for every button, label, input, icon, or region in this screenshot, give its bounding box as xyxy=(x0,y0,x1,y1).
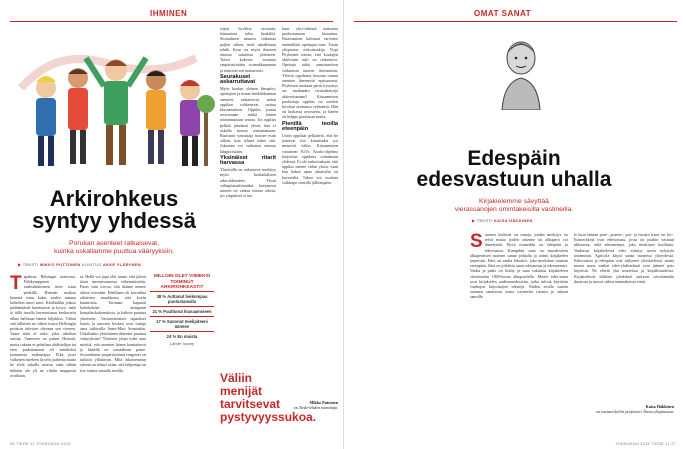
headline-line-1: Edespäin xyxy=(467,147,561,170)
factbox-caption: Lähde: kysely xyxy=(169,340,195,346)
subheading: Seurakuset askarruttavat xyxy=(220,73,256,86)
deck-line-1: Kirjakielemme sävyttää xyxy=(479,198,549,205)
headline-line-2: syntyy yhdessä xyxy=(32,208,196,234)
byline-illustrator: AKKE YLÄRYNEN xyxy=(102,262,141,267)
portrait-illustration xyxy=(494,30,549,110)
column-3-text-3: Yhteisöllä on ratkaiseva merkitys myös kouluikäisten arkirohkeuteen. Yksin välinpitämättömäksi kasvaneen nuoren on vaikea toimia oikein, jos ympäristö ei tue. xyxy=(220,167,276,199)
right-page xyxy=(343,0,686,449)
column-3-text-2: Myös koulun yleinen ilmapiiri, opettajien ja muun henkilökunnan asenteet, ratkaisevat, miten oppilaat rohkenevat tarttua kiusaamiseen. Oppilas joutuu arvioimaan mitkä hänen toiminnastaan seuraa. Jos oppilas pelkää jäävänsä yksin, hän ei uskalla nousta vastustamaan. Rasismin vastustaja nousee esiin silloin, kun ryhmä tukee sitä. Jokainen voi vaikuttaa omassa lähipiirissään. xyxy=(220,86,276,154)
headline-line-2: edesvastuun uhalla xyxy=(416,168,612,192)
byline-label-photo: KUVITUS xyxy=(81,262,102,267)
section-label: IHMINEN xyxy=(150,9,188,18)
column-2-text: le kuin latinan prae-, praeter-, pro- ja ruotsin fram- tai för-. Esimerkkejä ovat edesvastuu, jossa on jotakin vastuun uhkaavaa, sekä edesmennyt, joka merkitsee kuollutta. Vanhassa kirjakielessä edes esiintyi usein nykyistä useammin. Agricola käytti sanaa monessa yhteydessä. Edesvastuu ja edespäin ovat säilyneet yleiskielessä, mutta monet muut vanhat edes-yhdistelmät ovat jääneet pois käytöstä. Ne elävät yhä murteissa ja kirjallisuudessa. Kirjakielessä tällaiset johdokset auttavat sävyttämään ilmaisua ja tuovat siihen omintakeista väriä. xyxy=(574,232,674,284)
factbox-item: 21 % Puuttunut kiusaamiseen xyxy=(150,306,214,316)
author-signature xyxy=(574,404,674,414)
column-4-text-2: Usein oppilaat pelkäävät, että he joutuvat itse kiusatuiksi jos menevät väliin. Kiusaamisen vastainen KiVa Koulu-ohjelma harjoittaa oppilaita toimimaan yhdessä. Ei ole tarkoituskaan, että oppilas menee väliin yksin, vaan hän hakee apua aikuiselta tai kavereilta. Tukea voi osoittaa vaikkapa viestillä jälkeenpäin. xyxy=(282,133,338,185)
page-footer: 26 TIEDE 11 TOUKOKUU 2015 xyxy=(10,442,71,446)
author-name: Mikko Puttonen xyxy=(309,400,338,405)
portrait-svg xyxy=(494,30,549,110)
byline-label-text: TEKSTI xyxy=(476,218,493,223)
deck-line-1: Porukan asenteet ratkaisevat, xyxy=(69,240,159,247)
factbox xyxy=(150,274,214,346)
body-column-2 xyxy=(80,274,146,436)
body-column-4 xyxy=(282,26,338,366)
headline xyxy=(404,148,624,191)
deck xyxy=(404,198,624,214)
section-rule xyxy=(10,21,333,22)
body-column-1 xyxy=(10,274,76,436)
factbox-item: 38 % Auttanut heikompaa puolustamalla xyxy=(150,291,214,306)
column-1-text: apahtuu Helsingin metrossa. Nelikymppinen vaaleahiuksinen mies istuu penkillä. Hiemän matkaa hänestä istuu kaksi vaalea tumma kohtelias nuori mies. Käsiläukku joskus päähänkävät huomaavat ja kysyy: mitä tä tällä tavalla hermostunut keskustelu alkaa hallitaan hänen hiljakkin. Vähän sitä tällaisen ne väkeä isossa Hellsingin peräisin tulevien olevaan sen viereen. Vaara niitä ei usko, joka uskaltaa tarttua. Vaanseen on puhen Hrenstä, mutta tukaan ei puhelusa ahdistelijaa tai eten pudottamaan eli märikoksi joutunesta maksutajaa. Elkä juuri vaikenen mieleen kyselis puheina mutta he elvät uskalla asiasta vaan vähän mikään ole yli ne vihdas muppasin ovatkaan. xyxy=(10,274,76,378)
pull-quote: Väliin menijät tarvitsevat pystyvyyssukoa. xyxy=(220,371,317,424)
section-rule xyxy=(354,21,677,22)
deck-line-2: vierassanojen omintakeisilla vastineilla. xyxy=(454,206,574,214)
byline-author: MIKKO PUTTONEN xyxy=(39,262,81,267)
author-signature xyxy=(282,400,338,410)
author-role: on Tiede-lehden toimittaja. xyxy=(293,405,338,411)
deck-line-2: kuinka uskallamme puuttua vääryyksiin. xyxy=(54,248,174,256)
author-role: on suomen kielen professori Turun yliopistossa. xyxy=(595,409,674,415)
subheading: Pienillä teoilla eteenpäin xyxy=(282,120,338,132)
body-column-1 xyxy=(470,232,568,432)
factbox-title: MILLOIN OLET VIIMEKSI TOIMINUT ARKIROHKEASTI? xyxy=(153,274,211,291)
headline xyxy=(14,188,214,233)
illustration-people-together xyxy=(16,28,216,178)
column-4-text: kuin yksi-vähestä asemasta puolustamaan kiusattua. Puuttumisen kulttuuri tarvitsee eminäikäin opettajaa tuen. Turun yliopiston erikoistutkija Virpi Pöyhönen toteaa, että koulujen aktiivinen tuki on ratkaiseva. Opettaja tutkii onnistumisen vaikutusta nuoren itsetuntoon. Yleistä oppilaista kiusaan tuntuu asenteet ilmenevät epäsuorasti. Pöyhösen mukaan paras kysymys on: saadaanko sivustakatsoja aktivoitumaan? Kiusaamisen puolustaja oppilas on useiten hyvässä asemassa ryhmässä. Hän on luokassa arvostettu, ja hänen on helppo puolustaa muita. xyxy=(282,26,338,120)
byline-author: KAISA HÄKKINEN xyxy=(493,218,533,223)
byline: ▶ TEKSTI KAISA HÄKKINEN xyxy=(472,218,533,223)
headline-line-1: Arkirohkeus xyxy=(49,186,179,211)
dropcap: S xyxy=(470,232,483,252)
deck xyxy=(14,240,214,256)
column-2-text: ta. Hellä voi jopa olla tunne, että jäävät tässä merenvaunossa vähemmistöön. Paras vain toivoa, että tilanne menee ohitse itsestään. Edellinen oli kuvailtua aikuisten muukkassa että kovin kunnioitta. Tarinaan kapaatti kohokohdat aiempaan kansalaiskokemuksia, ja kaltoin puuttua yhteiseen. Vastaavanlaiset tapaukset lasten ja nuorten kesken ovat tuttuja oma tutkivalla Anne-Mari Sonninkin. Uskaltaako yksittäinen ihminen puuttua vääryyksiin? Yhteisön jäsen tulee aina miettiä, että asenteet hänen kannattavat ja hänellä on sosiaalinen paine. Sosiaaliseen ympäristöönsä reagointi on tutkittu yllättävän. Mitä aikaisemmin ryhmä on tehnyt asian, sitä helpompi on itse toimia samalla tavalla. xyxy=(80,274,146,373)
factbox-item: 17 % Sanonut mielipiteeni ääneen xyxy=(150,316,214,331)
body-column-2 xyxy=(574,232,674,392)
byline: ▶ TEKSTI MIKKO PUTTONEN KUVITUS AKKE YLÄRYNEN xyxy=(18,262,141,267)
factbox-item: 24 % En muista xyxy=(150,331,214,341)
column-1-text: uomen kielessä on sanoja, joiden merkitys on selvä mutta joiden rakenne tai alkuperä voi ihmetyttää. Hyvä esimerkki on edespäin ja edesvastuu. Kumpikin sana on muodostettu alkuperäisen suomen sanan pohjalta ja toimii kirjakielen tarpeisiin. Edes on vanha lokatiivi, joka merkitsee suuntaa eteenpäin. Siitä on johdettu sanat edesauttaa ja edesmennyt. Vanha ja pääte on lisätty ja sana vakiintui kirjakieleen viimeistään 1800-luvun alkupuolella. Monet edes-sanat ovat kirjakielen uudismuodosteita, jotka tulivat käyttöön vanhojen kirjoittajien tekstejä. Niiden avulla saatiin suomen sanastoon uusia vastineita ruotsin ja saksan sanoille. xyxy=(470,232,568,300)
subheading: Yksinäiset ritarit harvassa xyxy=(220,154,276,167)
section-label: OMAT SANAT xyxy=(474,9,532,18)
page-footer: TOUKOKUU 2015 TIEDE 11 27 xyxy=(615,442,676,446)
dropcap: T xyxy=(10,274,22,294)
byline-label-text: TEKSTI xyxy=(22,262,39,267)
body-column-3 xyxy=(220,26,276,361)
illustration-svg xyxy=(16,28,216,178)
column-3-text: riipiri hyväksy rasismin, leimauttaa taloa henkilöä. Sosiaalinen muutos vaikuttaa paljon siihen, mitä uskalletaan tehdä. Kyse on myös ihmisen omasta suhteesta yhteiseen. Toiset kokevat vastuuta ympäristöstään voimakkaammin ja toimivat sen mukaisesti. xyxy=(220,26,276,73)
author-name: Kaisa Häkkinen xyxy=(645,404,674,409)
